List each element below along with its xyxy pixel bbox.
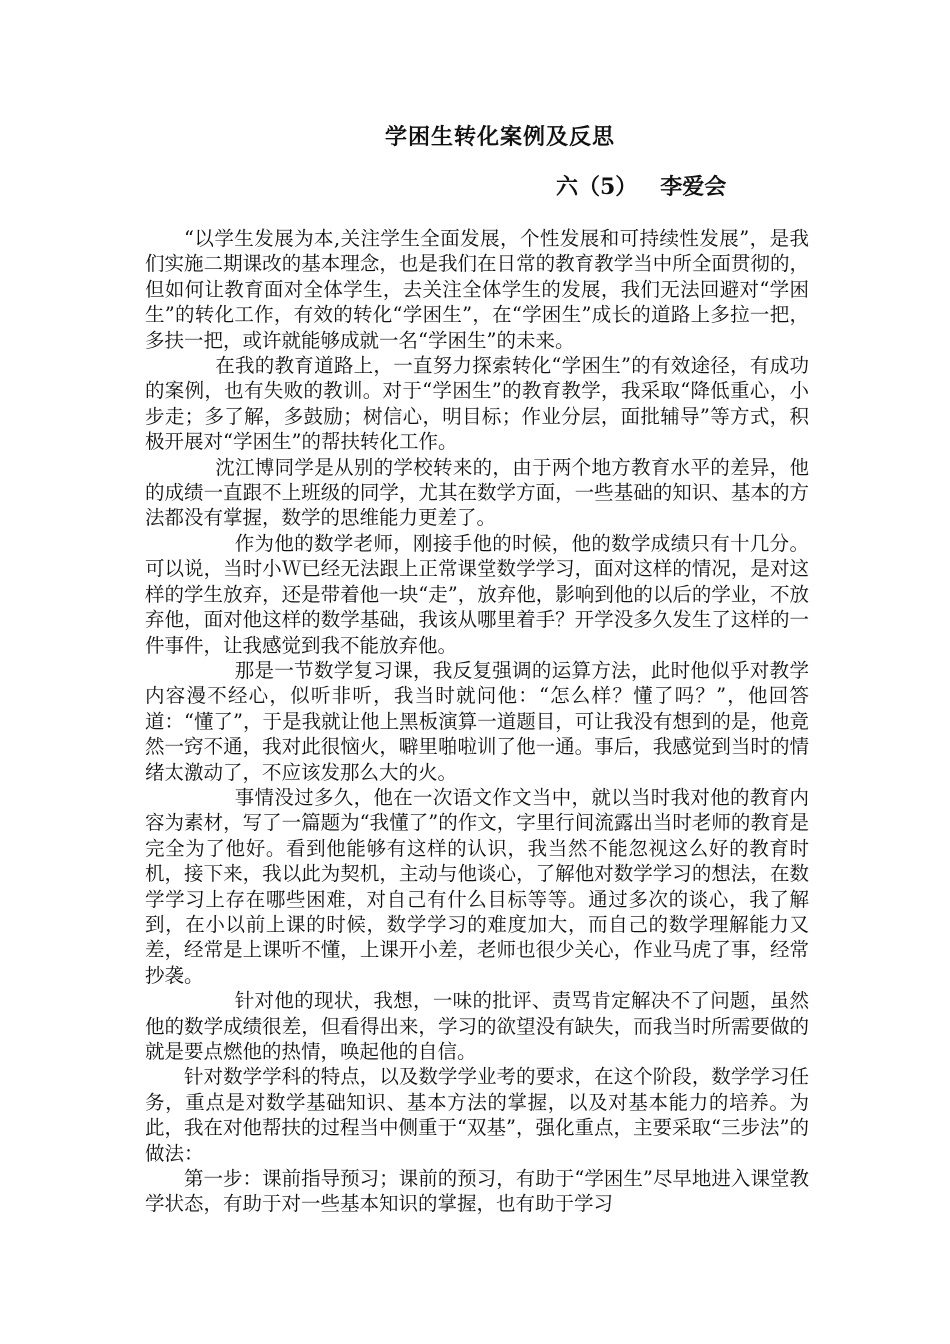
paragraph: 作为他的数学老师，刚接手他的时候，他的数学成绩只有十几分。可以说，当时小Ｗ已经无法跟上正常课堂数学学习，面对这样的情况，是对这样的学生放弃，还是带着他一块“走”，放弃他，影响到他的以后的学业，不放弃他，面对他这样的数学基础，我该从哪里着手？开学没多久发生了这样的一件事件，让我感觉到我不能放弃他。 <box>145 531 809 657</box>
paragraph: 沈江博同学是从别的学校转来的，由于两个地方教育水平的差异，他的成绩一直跟不上班级的同学，尤其在数学方面，一些基础的知识、基本的方法都没有掌握，数学的思维能力更差了。 <box>145 455 809 530</box>
paragraph: 在我的教育道路上，一直努力探索转化“学困生”的有效途径，有成功的案例，也有失败的教训。对于“学困生”的教育教学，我采取“降低重心，小步走；多了解，多鼓励；树信心，明目标；作业分层，面批辅导”等方式，积极开展对“学困生”的帮扶转化工作。 <box>145 354 809 454</box>
paragraph: 事情没过多久，他在一次语文作文当中，就以当时我对他的教育内容为素材，写了一篇题为“我懂了”的作文，字里行间流露出当时老师的教育是完全为了他好。看到他能够有这样的认识，我当然不能忽视这么好的教育时机，接下来，我以此为契机，主动与他谈心，了解他对数学学习的想法，在数学学习上存在哪些困难，对自己有什么目标等等。通过多次的谈心，我了解到，在小以前上课的时候，数学学习的难度加大，而自己的数学理解能力又差，经常是上课听不懂，上课开小差，老师也很少关心，作业马虎了事，经常抄袭。 <box>145 785 809 987</box>
document-body <box>145 226 809 1217</box>
paragraph: 第一步：课前指导预习；课前的预习，有助于“学困生”尽早地进入课堂教学状态，有助于对一些基本知识的掌握，也有助于学习 <box>145 1167 809 1216</box>
paragraph: 那是一节数学复习课，我反复强调的运算方法，此时他似乎对教学内容漫不经心，似听非听，我当时就问他：“怎么样？懂了吗？”，他回答道：“懂了”，于是我就让他上黑板演算一道题目，可让我没有想到的是，他竟然一窍不通，我对此很恼火，噼里啪啦训了他一通。事后，我感觉到当时的情绪太激动了，不应该发那么大的火。 <box>145 658 809 784</box>
paragraph: 针对数学学科的特点，以及数学学业考的要求，在这个阶段，数学学习任务，重点是对数学基础知识、基本方法的掌握，以及对基本能力的培养。为此，我在对他帮扶的过程当中侧重于“双基”，强化重点，主要采取“三步法”的做法： <box>145 1065 809 1165</box>
paragraph: “以学生发展为本,关注学生全面发展，个性发展和可持续性发展”，是我们实施二期课改的基本理念，也是我们在日常的教育教学当中所全面贯彻的，但如何让教育面对全体学生，去关注全体学生的发展，我们无法回避对“学困生”的转化工作，有效的转化“学困生”，在“学困生”成长的道路上多拉一把，多扶一把，或许就能够成就一名“学困生”的未来。 <box>145 227 809 352</box>
author-line: 六（5） 李爱会 <box>556 174 727 200</box>
document-title: 学困生转化案例及反思 <box>384 124 615 150</box>
paragraph: 针对他的现状，我想，一味的批评、责骂肯定解决不了问题，虽然他的数学成绩很差，但看得出来，学习的欲望没有缺失，而我当时所需要做的就是要点燃他的热情，唤起他的自信。 <box>145 989 809 1063</box>
